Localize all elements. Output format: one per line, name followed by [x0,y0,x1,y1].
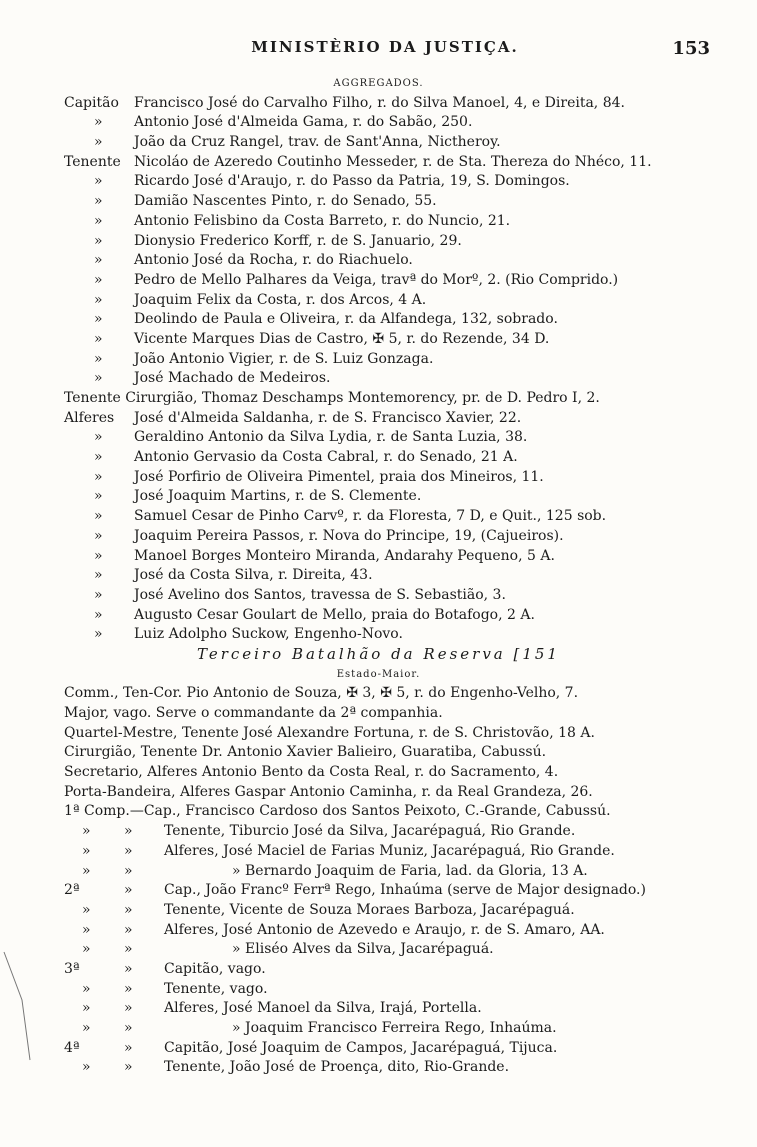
line-text: Cirurgião, Tenente Dr. Antonio Xavier Balieiro, Guaratiba, Cabussú. [64,744,547,761]
text-line [0,763,757,783]
line-ditto: » [94,468,103,485]
text-line [0,547,757,567]
line-ditto2: » [124,842,133,859]
line-ditto2: » [124,960,133,977]
line-ditto: » [94,291,103,308]
page-number: 153 [672,38,710,59]
line-ditto: » [94,134,103,151]
line-ditto: » [94,173,103,190]
line-text: José Joaquim Martins, r. de S. Clemente. [134,488,422,505]
text-line [0,921,757,941]
text-line [0,113,757,133]
text-line [0,409,757,429]
line-ditto2: » [124,1020,133,1036]
text-line [0,487,757,507]
line-text: José da Costa Silva, r. Direita, 43. [134,567,373,584]
text-line [0,586,757,606]
line-label: Tenente [64,153,121,170]
line-ditto2: » [124,823,133,840]
line-text: Joaquim Felix da Costa, r. dos Arcos, 4 A. [134,291,427,308]
text-line [0,1019,757,1039]
line-ditto: » [94,449,103,466]
line-ditto: » [94,527,103,544]
line-text: Manoel Borges Monteiro Miranda, Andarahy Pequeno, 5 A. [134,547,555,564]
line-text: Capitão, José Joaquim de Campos, Jacarépaguá, Tijuca. [164,1039,558,1056]
line-ditto: » [82,1020,91,1036]
text-line [0,350,757,370]
text-line [0,330,757,350]
line-text: Major, vago. Serve o commandante da 2ª companhia. [64,705,443,721]
line-ditto2: » [124,941,133,958]
text-line [0,468,757,488]
line-label: 3ª [64,960,80,977]
line-text: Alferes, José Maciel de Farias Muniz, Jacarépaguá, Rio Grande. [164,842,615,859]
line-text: Francisco José do Carvalho Filho, r. do Silva Manoel, 4, e Direita, 84. [134,94,625,111]
line-text: José Avelino dos Santos, travessa de S. Sebastião, 3. [134,586,506,603]
line-label: Capitão [64,94,119,111]
line-text: Samuel Cesar de Pinho Carvº, r. da Floresta, 7 D, e Quit., 125 sob. [134,508,607,525]
text-line [0,980,757,1000]
line-label: 4ª [64,1039,80,1056]
text-line [0,291,757,311]
text-line [0,271,757,291]
text-line [0,862,757,882]
line-text: » Joaquim Francisco Ferreira Rego, Inhaúma. [232,1020,557,1036]
text-line [0,74,757,94]
line-ditto2: » [124,862,133,879]
line-text: Geraldino Antonio da Silva Lydia, r. de Santa Luzia, 38. [134,429,528,446]
line-text: 1ª Comp.—Cap., Francisco Cardoso dos Santos Peixoto, C.-Grande, Cabussú. [64,803,611,820]
text-line [0,566,757,586]
text-line [0,606,757,626]
line-text: Antonio José d'Almeida Gama, r. do Sabão, 250. [134,114,473,131]
text-line [0,251,757,271]
line-text: João Antonio Vigier, r. de S. Luiz Gonzaga. [134,350,434,367]
line-text: Secretario, Alferes Antonio Bento da Costa Real, r. do Sacramento, 4. [64,764,559,781]
text-line [0,802,757,822]
line-ditto2: » [124,980,133,997]
line-ditto: » [94,567,103,584]
line-ditto2: » [124,1059,133,1076]
line-ditto2: » [124,1000,133,1017]
text-line [0,940,757,960]
line-text: Ricardo José d'Araujo, r. do Passo da Patria, 19, S. Domingos. [134,173,570,190]
line-ditto: » [82,1059,91,1076]
line-text: Tenente, Vicente de Souza Moraes Barboza, Jacarépaguá. [164,901,575,918]
line-ditto: » [82,862,91,879]
text-line [0,192,757,212]
document-body [0,74,757,1078]
line-text: Estado-Maior. [336,668,421,680]
text-line [0,625,757,645]
line-text: Terceiro Batalhão da Reserva [151 [197,644,560,663]
line-ditto: » [82,842,91,859]
line-ditto: » [82,901,91,918]
line-text: José Machado de Medeiros. [134,370,331,387]
text-line [0,153,757,173]
line-text: » Bernardo Joaquim de Faria, lad. da Gloria, 13 A. [232,862,588,879]
line-ditto: » [94,252,103,269]
line-text: Quartel-Mestre, Tenente José Alexandre Fortuna, r. de S. Christovão, 18 A. [64,724,595,741]
text-line [0,232,757,252]
line-text: » Eliséo Alves da Silva, Jacarépaguá. [232,941,494,958]
line-ditto: » [82,1000,91,1017]
text-line [0,94,757,114]
text-line [0,1039,757,1059]
line-ditto: » [82,823,91,840]
page-title: MINISTÈRIO DA JUSTIÇA. [251,38,519,56]
line-ditto: » [82,941,91,958]
line-text: Damião Nascentes Pinto, r. do Senado, 55. [134,193,437,210]
line-text: Tenente, Tiburcio José da Silva, Jacarépaguá, Rio Grande. [164,823,576,840]
line-ditto: » [94,488,103,505]
line-ditto: » [94,193,103,210]
line-text: Comm., Ten-Cor. Pio Antonio de Souza, ✠ 3, ✠ 5, r. do Engenho-Velho, 7. [64,685,579,702]
line-ditto: » [94,606,103,623]
line-ditto: » [94,586,103,603]
line-text: Cap., João Francº Ferrª Rego, Inhaúma (serve de Major designado.) [164,882,646,899]
page-header [60,38,710,62]
text-line [0,310,757,330]
line-ditto2: » [124,921,133,938]
line-ditto: » [94,370,103,387]
text-line [0,822,757,842]
line-text: Porta-Bandeira, Alferes Gaspar Antonio Caminha, r. da Real Grandeza, 26. [64,783,593,800]
line-ditto2: » [124,1039,133,1056]
line-text: Antonio Gervasio da Costa Cabral, r. do Senado, 21 A. [134,449,518,466]
line-text: Alferes, José Manoel da Silva, Irajá, Portella. [164,1000,482,1017]
text-line [0,783,757,803]
text-line [0,527,757,547]
text-line [0,428,757,448]
line-ditto: » [94,508,103,525]
line-text: João da Cruz Rangel, trav. de Sant'Anna, Nictheroy. [134,134,501,151]
line-text: Antonio José da Rocha, r. do Riachuelo. [134,252,413,269]
line-text: Dionysio Frederico Korff, r. de S. Januario, 29. [134,232,462,249]
line-text: Luiz Adolpho Suckow, Engenho-Novo. [134,626,403,643]
text-line [0,507,757,527]
text-line [0,724,757,744]
line-text: José Porfirio de Oliveira Pimentel, praia dos Mineiros, 11. [134,468,544,485]
text-line [0,743,757,763]
line-ditto: » [94,330,103,347]
line-text: Deolindo de Paula e Oliveira, r. da Alfandega, 132, sobrado. [134,311,558,328]
line-text: Vicente Marques Dias de Castro, ✠ 5, r. do Rezende, 34 D. [134,330,550,347]
line-ditto2: » [124,882,133,899]
line-ditto: » [94,114,103,131]
text-line [0,881,757,901]
line-text: Tenente, João José de Proença, dito, Rio-Grande. [164,1059,510,1076]
line-label: Alferes [64,409,115,426]
line-ditto: » [94,626,103,643]
text-line [0,212,757,232]
text-line [0,389,757,409]
line-text: Alferes, José Antonio de Azevedo e Araujo, r. de S. Amaro, AA. [164,921,605,938]
line-ditto: » [94,212,103,229]
line-text: Capitão, vago. [164,960,266,977]
line-text: Antonio Felisbino da Costa Barreto, r. do Nuncio, 21. [134,212,511,229]
line-ditto: » [82,980,91,997]
text-line [0,369,757,389]
text-line [0,999,757,1019]
line-text: Tenente, vago. [164,980,268,997]
line-text: José d'Almeida Saldanha, r. de S. Francisco Xavier, 22. [134,409,522,426]
line-ditto: » [94,350,103,367]
text-line [0,665,757,685]
line-ditto: » [94,271,103,288]
text-line [0,172,757,192]
line-text: Joaquim Pereira Passos, r. Nova do Principe, 19, (Cajueiros). [134,527,564,544]
text-line [0,901,757,921]
text-line [0,133,757,153]
line-ditto: » [94,429,103,446]
text-line [0,684,757,704]
line-ditto: » [94,232,103,249]
line-ditto2: » [124,901,133,918]
text-line [0,645,757,665]
text-line [0,704,757,724]
line-ditto: » [94,547,103,564]
line-text: Augusto Cesar Goulart de Mello, praia do Botafogo, 2 A. [134,606,535,623]
text-line [0,448,757,468]
line-text: Nicoláo de Azeredo Coutinho Messeder, r. de Sta. Thereza do Nhéco, 11. [134,153,652,170]
text-line [0,842,757,862]
line-ditto: » [94,311,103,328]
line-label: 2ª [64,882,80,899]
text-line [0,960,757,980]
line-text: Tenente Cirurgião, Thomaz Deschamps Montemorency, pr. de D. Pedro I, 2. [64,390,600,406]
line-text: Pedro de Mello Palhares da Veiga, travª do Morº, 2. (Rio Comprido.) [134,271,619,288]
line-ditto: » [82,921,91,938]
text-line [0,1058,757,1078]
margin-pencil-mark [0,950,40,1070]
line-text: AGGREGADOS. [333,78,424,89]
